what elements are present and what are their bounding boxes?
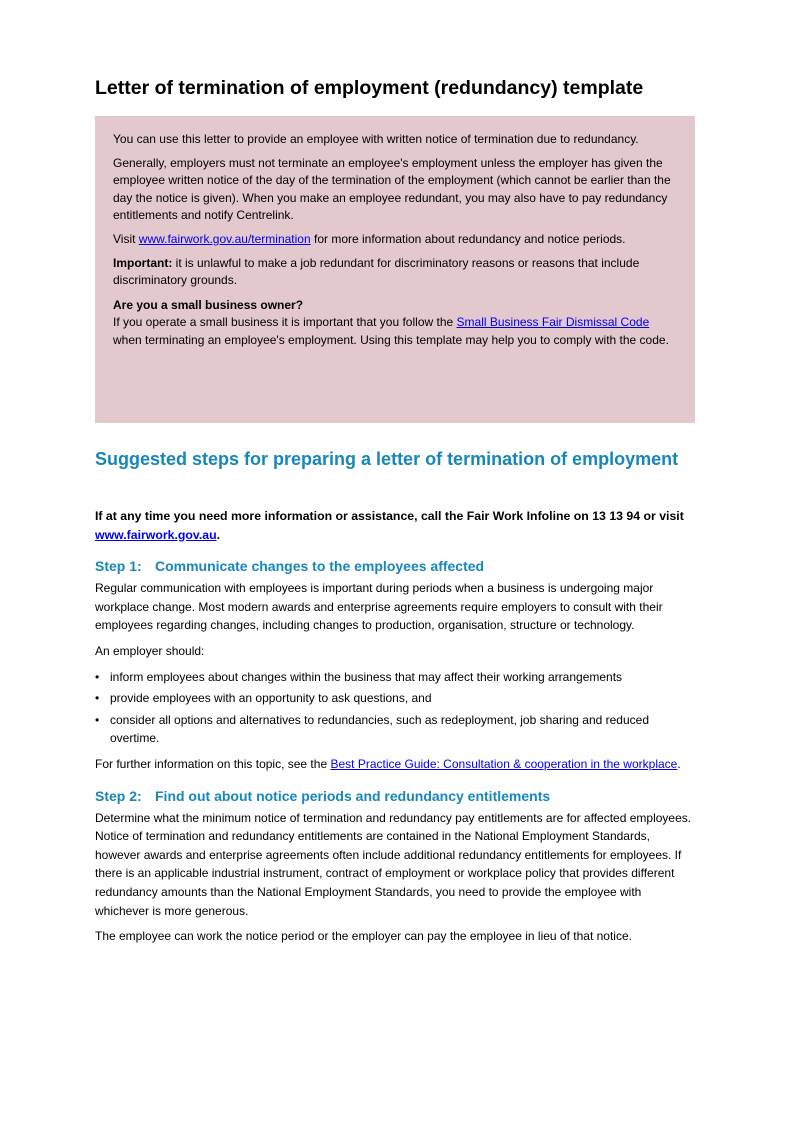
fairwork-termination-link[interactable]: www.fairwork.gov.au/termination [138,231,311,246]
notice-visit-after-text: for more information about redundancy and notice periods. [313,231,626,246]
list-item-text: inform employees about changes within the business that may affect their working arrangements [110,669,623,684]
small-business-text: If you operate a small business it is important that you follow the [113,315,454,330]
step-2-title: Find out about notice periods and redundancy entitlements [155,787,551,804]
list-item [95,689,695,708]
list-item [95,668,695,687]
notice-visit-text: Visit [113,231,136,246]
step-1-number: Step 1: [95,558,142,575]
step-1-heading [95,556,695,576]
steps-content [95,507,695,953]
infoline-intro [95,507,695,544]
page-title: Letter of termination of employment (redundancy) template [95,77,644,99]
section-heading: Suggested steps for preparing a letter of termination of employment [95,449,679,469]
notice-paragraph-2: Generally, employers must not terminate an employee's employment unless the employer has given the employee written notice of the day of the termination of the employment (which cannot be earlier than the day the notice is given). When you make an employee redundant, you may also have to pay redundancy entitlements and notify Centrelink. [113,155,671,223]
further-info-text: For further information on this topic, see the [95,756,328,771]
important-text: it is unlawful to make a job redundant for discriminatory reasons or reasons that include discriminatory grounds. [113,255,640,288]
infoline-text: If at any time you need more information or assistance, call the Fair Work Infoline on 13 13 94 or visit [95,509,684,523]
infoline-end: . [216,527,221,542]
step-2-number: Step 2: [95,787,142,804]
small-business-after-text: when terminating an employee's employment. Using this template may help you to comply with the code. [113,332,669,347]
notice-paragraph-3 [113,231,677,249]
step-2-paragraph: Determine what the minimum notice of termination and redundancy pay entitlements are for affected employees. Notice of termination and redundancy entitlements are contained in the National Employment Standards, however awards and enterprise agreements often include additional redundancy entitlements for employees. If there is an applicable industrial instrument, contract of employment or workplace policy that provides different redundancy amounts than the National Employment Standards, you need to provide the employee with whichever is more generous. [95,810,692,918]
small-business-heading: Are you a small business owner? [113,297,304,312]
step-1-paragraph: Regular communication with employees is important during periods when a business is undergoing major workplace change. Most modern awards and enterprise agreements require employers to consult with their employees regarding changes, including changes to production, organisation, structure or technology. [95,581,663,633]
step-1-title: Communicate changes to the employees affected [155,558,485,575]
small-business-section [113,297,677,350]
list-item-text: provide employees with an opportunity to ask questions, and [110,691,432,706]
bullet-icon: • [95,669,100,684]
notice-paragraph-important [113,255,677,290]
best-practice-guide-link[interactable]: Best Practice Guide: Consultation & cooperation in the workplace [330,756,678,771]
bullet-icon: • [95,691,100,706]
list-item [95,711,695,748]
important-label: Important: [113,255,173,270]
step-1-lead: An employer should: [95,643,205,658]
notice-box [95,116,695,423]
bullet-icon: • [95,712,100,727]
further-info-end: . [677,756,681,771]
step-1-bullet-list [95,668,695,748]
step-1-further-info [95,755,695,774]
list-item-text: consider all options and alternatives to redundancies, such as redeployment, job sharing and reduced overtime. [110,712,650,746]
fairwork-home-link[interactable]: www.fairwork.gov.au [95,527,217,542]
notice-paragraph-1: You can use this letter to provide an employee with written notice of termination due to redundancy. [113,132,639,146]
step-2-heading [95,786,695,806]
small-business-code-link[interactable]: Small Business Fair Dismissal Code [456,315,650,330]
step-2-paragraph-2: The employee can work the notice period or the employer can pay the employee in lieu of that notice. [95,929,632,944]
